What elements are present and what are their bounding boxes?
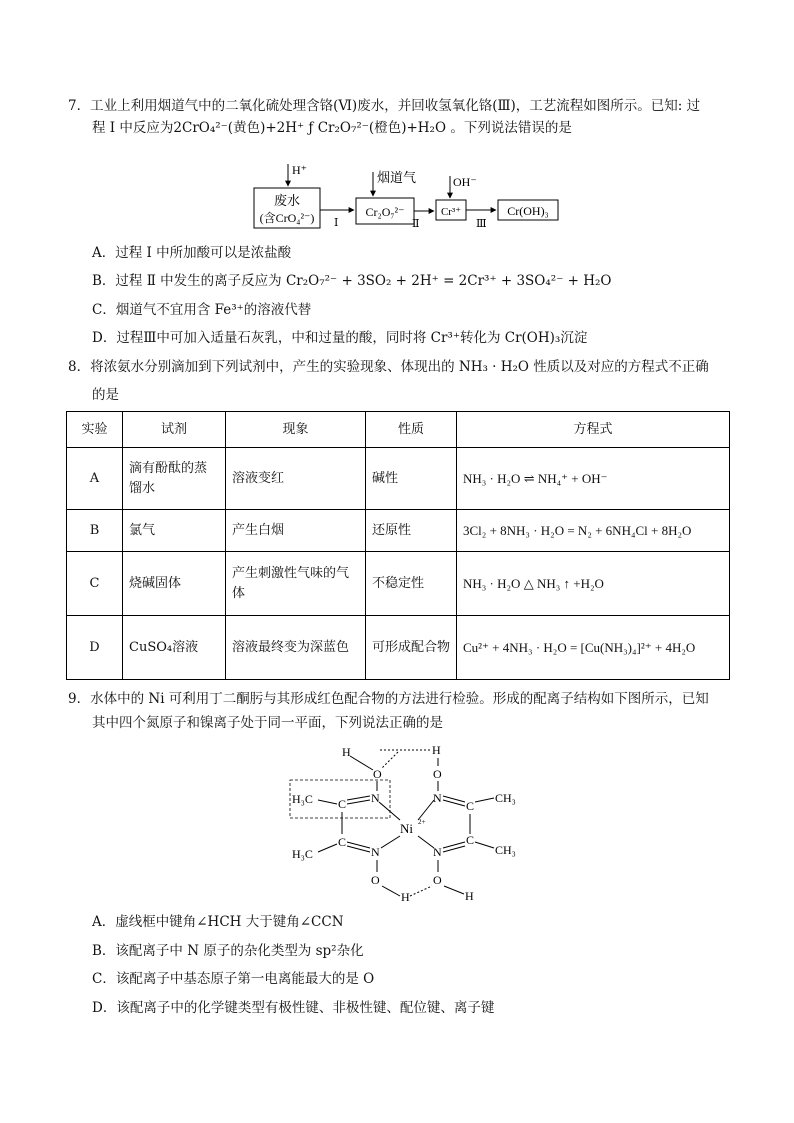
- table-cell: NH₃ · H₂O △ NH₃ ↑ +H₂O: [457, 552, 730, 616]
- q9-atom-n3: N: [371, 845, 380, 859]
- q7-option-a: A．过程 Ⅰ 中所加酸可以是浓盐酸: [92, 245, 292, 261]
- q9-ni-charge: 2+: [418, 818, 426, 826]
- q8-line1: 8．将浓氨水分别滴加到下列试剂中，产生的实验现象、体现出的 NH₃ · H₂O 性质以及对应的方程式不正确: [68, 359, 709, 375]
- q9-hbond: [410, 886, 432, 896]
- q9-atom-h2: H: [432, 743, 441, 757]
- table-cell: 还原性: [366, 510, 457, 552]
- q9-bond: [382, 886, 400, 896]
- q7-croh-label: Cr(OH)₃: [507, 204, 549, 218]
- q7-waste-sub: (含CrO₄²⁻): [259, 211, 315, 225]
- table-cell: 溶液最终变为深蓝色: [226, 616, 366, 680]
- table-cell: 可形成配合物: [366, 616, 457, 680]
- q9-atom-n2: N: [433, 791, 442, 805]
- q7-flue-label: 烟道气: [377, 170, 417, 185]
- table-cell: NH₃ · H₂O ⇌ NH₄⁺ + OH⁻: [457, 448, 730, 510]
- q9-structure-diagram: [280, 738, 540, 908]
- q8-header-cell: 方程式: [457, 412, 730, 448]
- q7-line1: 7．工业上利用烟道气中的二氧化硫处理含铬(Ⅵ)废水，并回收氢氧化铬(Ⅲ)，工艺流程如图所示。已知: 过: [68, 98, 701, 114]
- q8-header-row: [67, 412, 730, 448]
- q9-atom-c1: C: [338, 797, 347, 811]
- q9-bond: [347, 796, 370, 800]
- table-cell: 不稳定性: [366, 552, 457, 616]
- table-row: [67, 510, 730, 552]
- table-cell: 溶液变红: [226, 448, 366, 510]
- q7-step-3: Ⅲ: [476, 218, 487, 230]
- q9-bond: [381, 836, 400, 848]
- q9-line2: 其中四个氮原子和镍离子处于同一平面，下列说法正确的是: [92, 715, 443, 731]
- table-cell: 氯气: [123, 510, 226, 552]
- q8-stem: [68, 356, 728, 406]
- q9-atom-h1: H: [342, 745, 351, 759]
- q7-step-1: Ⅰ: [334, 217, 339, 229]
- q7-flow-diagram: [240, 160, 570, 236]
- q9-atom-o4: O: [433, 873, 442, 887]
- q9-option-a: A．虚线框中键角∠HCH 大于键角∠CCN: [92, 914, 344, 930]
- q9-atom-h4: H: [465, 889, 474, 903]
- q9-option-b: B．该配离子中 N 原子的杂化类型为 sp²杂化: [92, 943, 364, 959]
- q8-header-cell: 性质: [366, 412, 457, 448]
- table-cell: B: [67, 510, 123, 552]
- q9-bond: [418, 800, 434, 820]
- q8-header-cell: 试剂: [123, 412, 226, 448]
- table-row: [67, 616, 730, 680]
- table-cell: 滴有酚酞的蒸馏水: [123, 448, 226, 510]
- q7-stem: [68, 95, 728, 139]
- q9-stem: [68, 688, 728, 734]
- q9-atom-o3: O: [371, 873, 380, 887]
- q9-ch3-bottom: CH₃: [495, 843, 516, 857]
- table-cell: Cu²⁺ + 4NH₃ · H₂O = [Cu(NH₃)₄]²⁺ + 4H₂O: [457, 616, 730, 680]
- q9-bond: [475, 842, 494, 848]
- q9-atom-o2: O: [433, 767, 442, 781]
- q9-atom-n1: N: [371, 791, 380, 805]
- q7-line2: 程 Ⅰ 中反应为2CrO₄²⁻(黄色)+2H⁺ ƒ Cr₂O₇²⁻(橙色)+H₂O 。下列说法错误的是: [92, 120, 572, 136]
- q9-atom-n4: N: [433, 845, 442, 859]
- q7-cr3-label: Cr³⁺: [440, 206, 462, 218]
- q7-step-2: Ⅱ: [412, 218, 420, 230]
- q9-atom-h3: H: [401, 890, 410, 904]
- q9-bond: [444, 886, 464, 894]
- q9-atom-ni: Ni: [400, 821, 413, 836]
- q9-atom-o1: O: [373, 767, 382, 781]
- q8-line2: 的是: [92, 387, 119, 403]
- q8-header-cell: 现象: [226, 412, 366, 448]
- table-cell: 产生白烟: [226, 510, 366, 552]
- q9-hbond: [382, 752, 398, 768]
- q9-line1: 9．水体中的 Ni 可利用丁二酮肟与其形成红色配合物的方法进行检验。形成的配离子结构如下图所示，已知: [68, 691, 709, 707]
- q9-h3c-top: H₃C: [292, 792, 313, 806]
- table-cell: CuSO₄溶液: [123, 616, 226, 680]
- q9-bond: [418, 836, 434, 848]
- q9-bond: [379, 802, 400, 820]
- q9-h3c-bottom: H₃C: [292, 847, 313, 861]
- table-cell: 碱性: [366, 448, 457, 510]
- q7-oh-label: OH⁻: [453, 175, 477, 189]
- q9-ch3-top: CH₃: [495, 791, 516, 805]
- table-cell: D: [67, 616, 123, 680]
- q9-atom-c3: C: [338, 835, 347, 849]
- table-row: [67, 552, 730, 616]
- q9-bond: [347, 800, 370, 804]
- q7-option-d: D．过程Ⅲ中可加入适量石灰乳，中和过量的酸，同时将 Cr³⁺转化为 Cr(OH)₃沉淀: [92, 330, 588, 346]
- q9-bond: [318, 800, 337, 804]
- q7-h-label: H⁺: [292, 163, 307, 177]
- q7-waste-label: 废水: [273, 193, 301, 208]
- q9-option-d: D．该配离子中的化学键类型有极性键、非极性键、配位键、离子键: [92, 1000, 495, 1016]
- table-cell: 产生刺激性气味的气体: [226, 552, 366, 616]
- table-row: [67, 448, 730, 510]
- q9-atom-c4: C: [466, 833, 475, 847]
- q9-option-c: C．该配离子中基态原子第一电离能最大的是 O: [92, 971, 375, 987]
- table-cell: A: [67, 448, 123, 510]
- q9-bond: [350, 756, 373, 770]
- q8-header-cell: 实验: [67, 412, 123, 448]
- q9-atom-c2: C: [466, 799, 475, 813]
- q7-cr2o7-label: Cr₂O₇²⁻: [365, 205, 405, 219]
- table-cell: 3Cl₂ + 8NH₃ · H₂O = N₂ + 6NH₄Cl + 8H₂O: [457, 510, 730, 552]
- q7-option-b: B．过程 Ⅱ 中发生的离子反应为 Cr₂O₇²⁻ + 3SO₂ + 2H⁺ = 2Cr³⁺ + 3SO₄²⁻ + H₂O: [92, 273, 612, 289]
- table-cell: 烧碱固体: [123, 552, 226, 616]
- table-cell: C: [67, 552, 123, 616]
- q9-bond: [318, 844, 337, 852]
- q7-option-c: C．烟道气不宜用含 Fe³⁺的溶液代替: [92, 302, 312, 318]
- q9-bond: [475, 798, 494, 802]
- q8-table: [66, 411, 730, 680]
